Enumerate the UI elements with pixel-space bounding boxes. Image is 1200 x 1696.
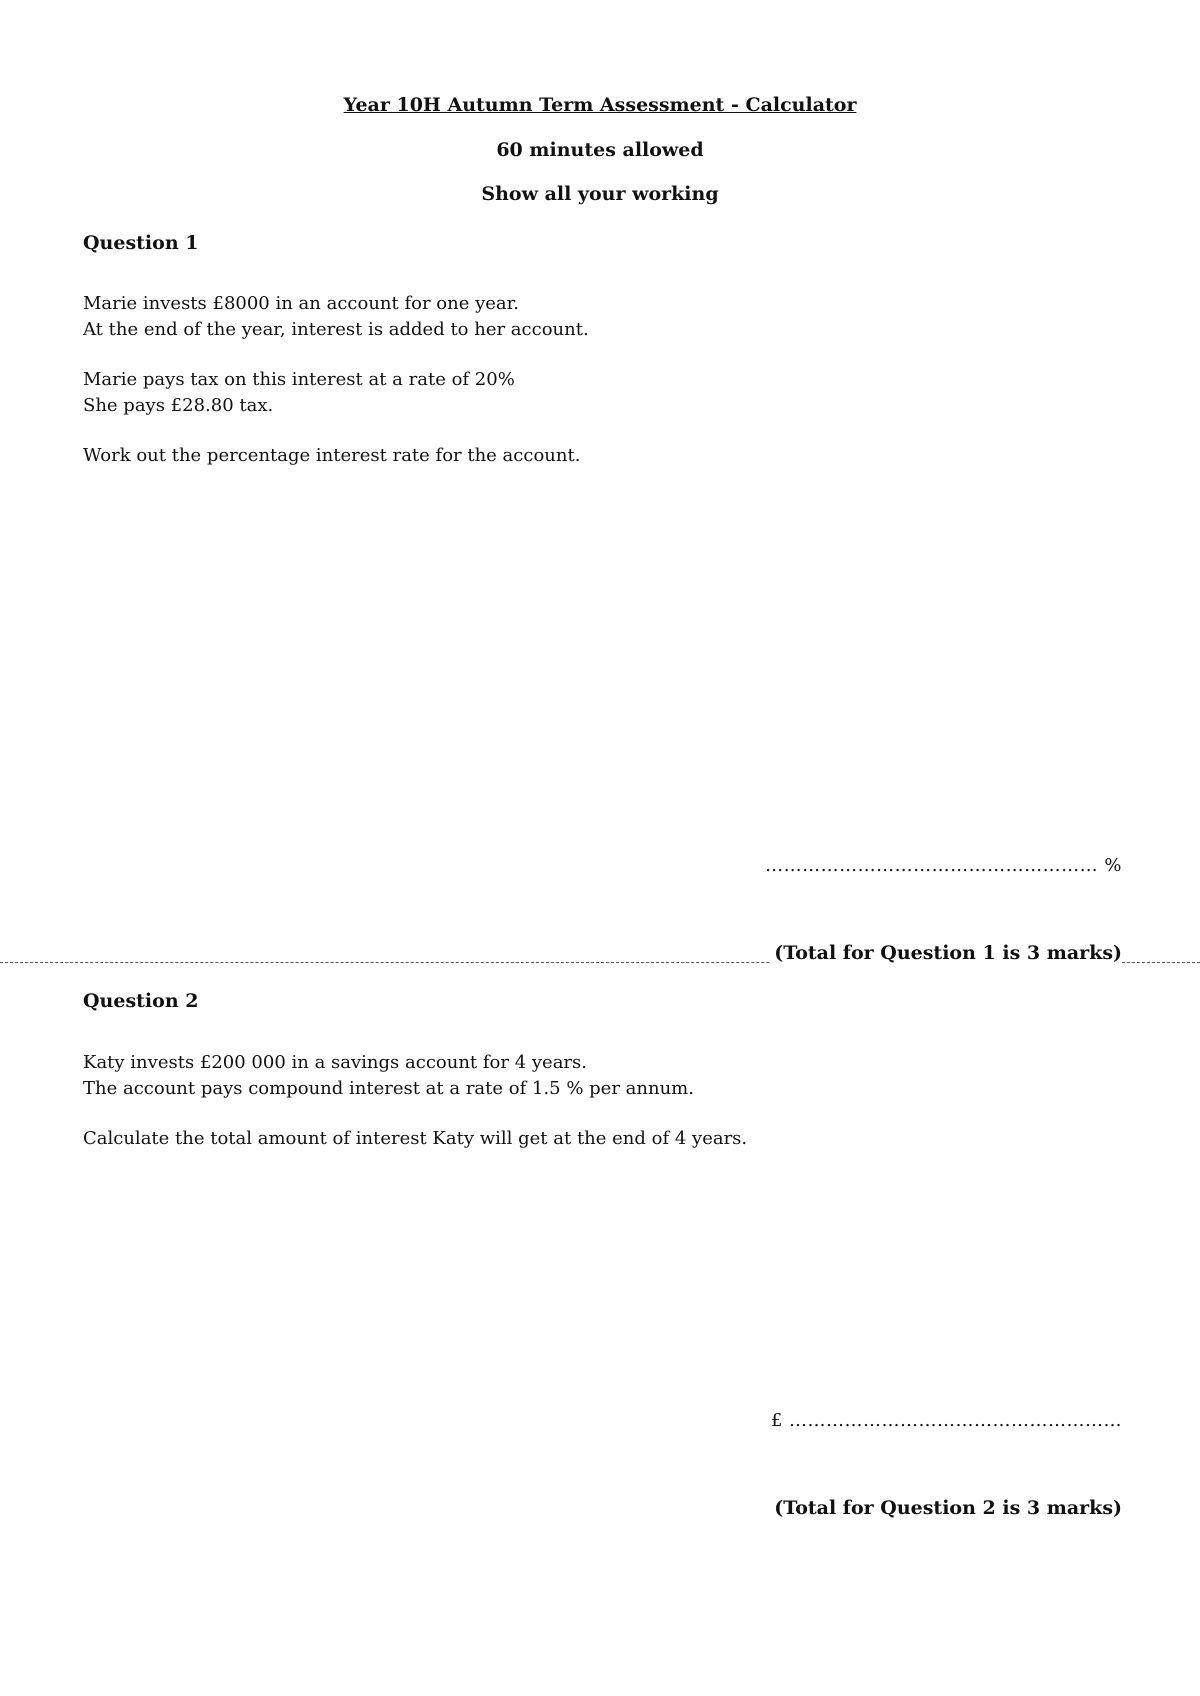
instruction: Show all your working bbox=[481, 183, 719, 205]
question-1-heading: Question 1 bbox=[83, 232, 199, 254]
question-1-text-line: Marie pays tax on this interest at a rate of 20% bbox=[83, 369, 515, 390]
question-2-text-line: Katy invests £200 000 in a savings account for 4 years. bbox=[83, 1052, 587, 1073]
question-1-answer-line[interactable]: ……………………………………………… % bbox=[765, 855, 1122, 876]
question-2-text-line: The account pays compound interest at a rate of 1.5 % per annum. bbox=[83, 1078, 694, 1099]
question-1-text-line: Work out the percentage interest rate for the account. bbox=[83, 445, 581, 466]
question-1-text-line: She pays £28.80 tax. bbox=[83, 395, 274, 416]
page-title: Year 10H Autumn Term Assessment - Calculator bbox=[343, 94, 857, 116]
question-1-text-line: Marie invests £8000 in an account for one year. bbox=[83, 293, 519, 314]
question-1-text-line: At the end of the year, interest is added to her account. bbox=[83, 319, 589, 340]
question-2-total-marks: (Total for Question 2 is 3 marks) bbox=[770, 1497, 1122, 1519]
question-2-answer-line[interactable]: £ ……………………………………………… bbox=[770, 1410, 1122, 1431]
question-2-text-line: Calculate the total amount of interest Katy will get at the end of 4 years. bbox=[83, 1128, 748, 1149]
question-1-total-marks: (Total for Question 1 is 3 marks) bbox=[770, 942, 1122, 964]
question-2-heading: Question 2 bbox=[83, 990, 199, 1012]
time-allowed: 60 minutes allowed bbox=[496, 139, 704, 161]
